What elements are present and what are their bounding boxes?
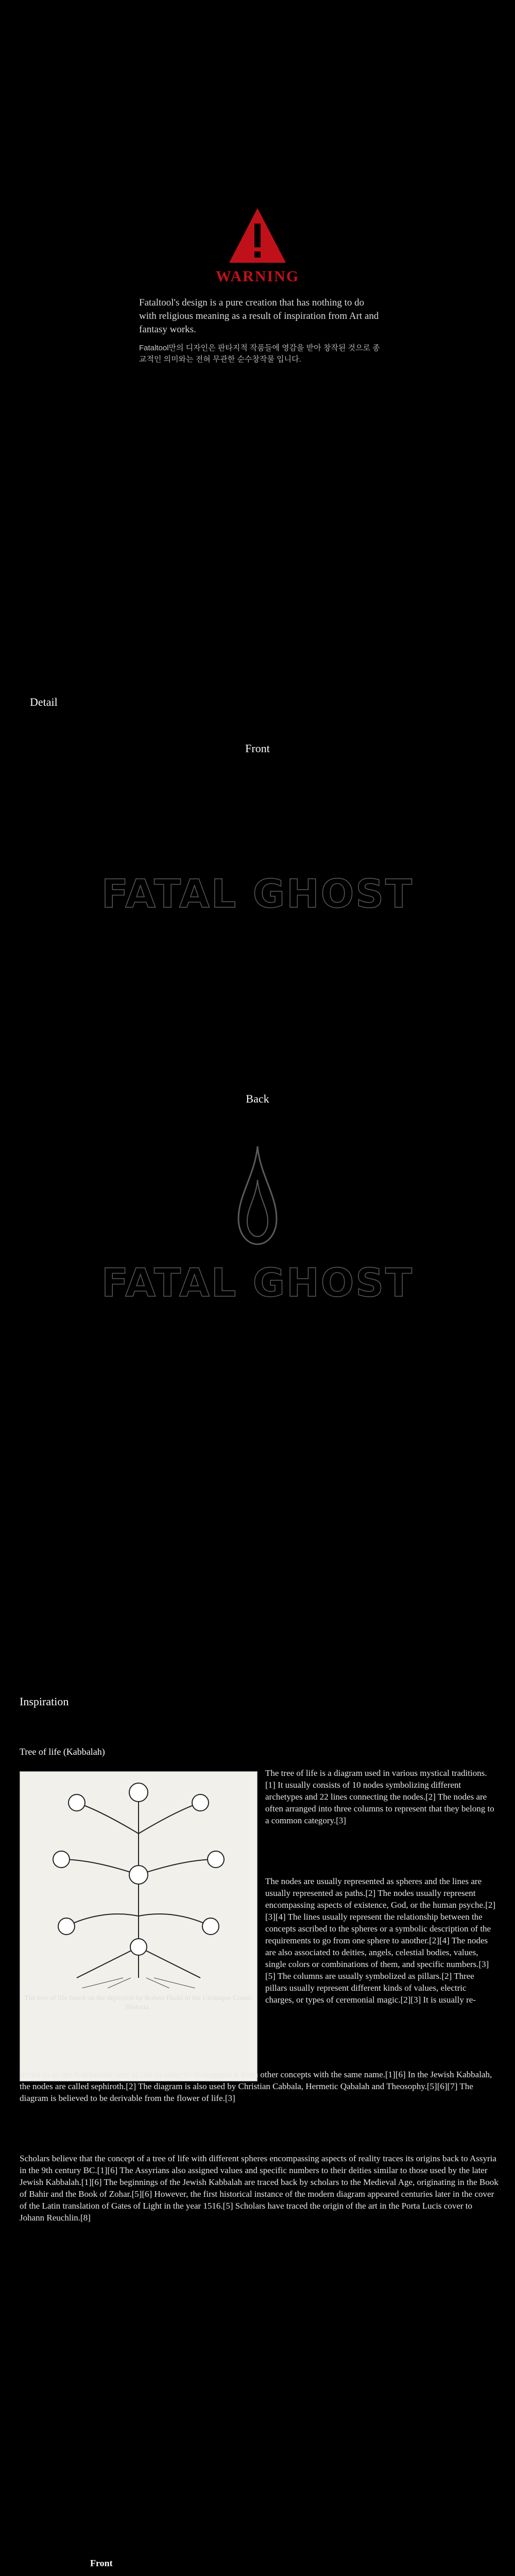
warning-title: WARNING xyxy=(215,268,300,285)
front-diagram-title: Front xyxy=(90,2558,113,2568)
back-logo-print: FATAL GHOST xyxy=(101,1260,414,1306)
warning-text-en: Fataltool's design is a pure creation that has nothing to do with religious meaning as a result of inspiration from Art and fantasy works. xyxy=(139,297,379,335)
tree-illustration-caption: The tree of life based on the depiction by Robert Fludd in the Utriusque Cosmi Historia. xyxy=(24,1994,252,2011)
tree-paragraph-2: The nodes are usually represented as spheres and the lines are usually represented as paths.[2] The nodes usually represent encompassing aspects of existence, God, or the human psyche.[2][3][4] The lines usually represent the relationship between the concepts ascribed to the spheres or a symbolic description of the requirements to go from one sphere to another.[2][4] The nodes are also associated to deities, angels, celestial bodies, values, single colors or combinations of them, and specific numbers.[3][5] The columns are usually symbolized as pillars.[2] Three pillars usually represent different kinds of values, electric charges, or types of ceremonial magic.[2][3] It is usually re- xyxy=(265,1876,496,2005)
front-logo-print: FATAL GHOST xyxy=(101,871,414,917)
front-label: Front xyxy=(245,742,270,755)
tree-paragraph-1: The tree of life is a diagram used in various mystical traditions.[1] It usually consists of 10 nodes symbolizing different archetypes and 22 lines connecting the nodes.[2] The nodes are often arranged into three columns to represent that they belong to a common category.[3] xyxy=(265,1768,494,1825)
tree-paragraph-3: Scholars believe that the concept of a tree of life with different spheres encompassing aspects of reality traces its origins back to Assyria in the 9th century BC.[1][6] The Assyrians also assigned values and specific numbers to their deities similar to those used by the later Jewish Kabbalah.[1][6] The beginnings of the Jewish Kabbalah are traced back by scholars to the Medieval Age, originating in the Book of Bahir and the Book of Zohar.[5][6] However, the first historical instance of the modern diagram appeared centuries later in the cover of the Latin translation of Gates of Light in the year 1516.[5] Scholars have traced the origin of the art in the Porta Lucis cover to Johann Reuchlin.[8] xyxy=(20,2154,499,2223)
back-label: Back xyxy=(246,1092,269,1105)
warning-text-ko: Fataltool만의 디자인은 판타지적 작품들에 영감을 받아 창작된 것으로 종교적인 의미와는 전혀 무관한 순수창작물 입니다. xyxy=(139,344,380,364)
tree-of-life-illustration xyxy=(20,1771,258,2081)
tree-paragraph-2-continued: ferred to as the Kabbalistic tree of life in order to distinguish it from other concepts with the same name.[1][6] In the Jewish Kabbalah, the nodes are called sephiroth.[2] The diagram is also used by Christian Cabbala, Hermetic Qabalah and Theosophy.[5][6][7] The diagram is believed to be derivable from the flower of life.[3] xyxy=(20,2070,492,2103)
detail-section-title: Detail xyxy=(30,696,58,708)
flame-drop-icon xyxy=(234,1144,281,1247)
tree-of-life-title: Tree of life (Kabbalah) xyxy=(20,1747,105,1757)
inspiration-section-title: Inspiration xyxy=(20,1695,69,1708)
warning-icon xyxy=(227,206,288,267)
